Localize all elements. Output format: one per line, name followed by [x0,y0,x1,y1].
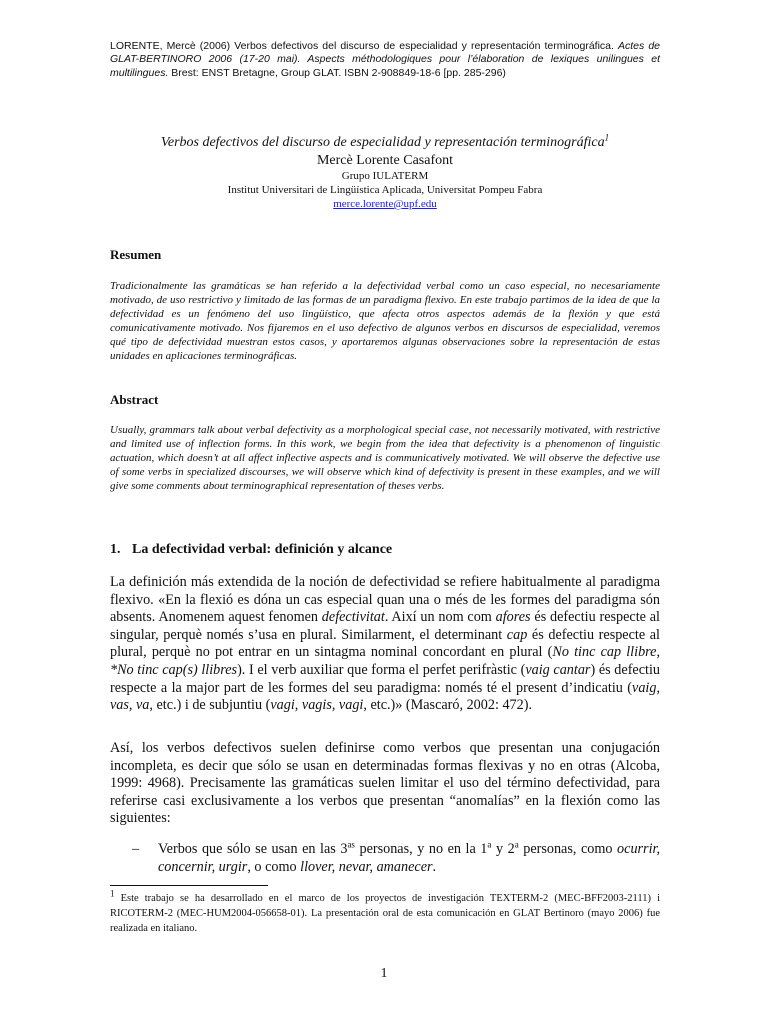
citation-line: LORENTE, Mercè (2006) Verbos defectivos del discurso de especialidad y representación terminográfica. [110,40,614,52]
paper-title: Verbos defectivos del discurso de especialidad y representación terminográfica$^1$ [160,132,610,150]
list-item [132,841,660,876]
abstract-text: Usually, grammars talk about verbal defectivity as a morphological special case, not necessarily motivated, with restrictive and limited use of inflection forms. In this work, we begin from the idea that defectivity is a phenomenon of linguistic actuation, which doesn’t at all affect inflective aspects and is communicatively motivated. We will observe the defective use of some verbs in specialized discourses, we will observe which kind of defectivity is present in these examples, and we will give some comments about terminographical representation of theses verbs. [110,424,660,493]
resumen-text: Tradicionalmente las gramáticas se han referido a la defectividad verbal como un caso especial, no necesariamente motivado, de uso restrictivo y limitado de las formas de un paradigma flexivo. En este trabajo partimos de la idea de que la defectividad es un fenómeno del uso lingüístico, que afecta otros aspectos además de la flexión y que está comunicativamente motivado. Nos fijaremos en el uso defectivo de algunos verbos en discursos de especialidad, veremos qué tipo de defectividad muestran estos casos, y aportaremos algunas observaciones sobre la representación de estas unidades en aplicaciones terminográficas. [110,280,660,363]
title-block [110,134,660,211]
section-number: 1. [110,542,121,557]
research-group: Grupo IULATERM [341,170,429,182]
footnote-divider [110,885,268,886]
citation-publisher: Brest: ENST Bretagne, Group GLAT. ISBN 2-908849-18-6 [pp. 285-296) [168,66,506,79]
institution: Institut Universitari de Lingüística Aplicada, Universitat Pompeu Fabra [227,184,543,196]
list-dash: – [132,841,140,857]
title-footnote-mark[interactable]: 1 [604,132,610,143]
page-number: 1 [380,966,388,981]
section-title: La defectividad verbal: definición y alcance [132,542,393,557]
paragraph-1: La definición más extendida de la noción de defectividad se refiere habitualmente al paradigma flexivo. «En la flexió es dóna un cas especial quan una o més de les formes del paradigma són absents. Anomenem aquest fenomen defectivitat. Així un nom com afores és defectiu respecte al singular, perquè només s’usa en plural. Similarment, el determinant cap és defectiu respecte al plural, perquè no pot entrar en un sintagma nominal concordant en plural (No tinc cap llibre, *No tinc cap(s) llibres). I el verb auxiliar que forma el perfet perifràstic (vaig cantar) és defectiu respecte a la major part de les formes del seu paradigma: només té el present d’indicatiu (vaig, vas, va, etc.) i de subjuntiu (vagi, vagis, vagi, etc.)» (Mascaró, 2002: 472). [110,574,660,714]
footnote-mark: 1 [110,888,115,899]
abstract-heading: Abstract [110,392,159,407]
section-1-heading [110,541,392,558]
paragraph-2: Así, los verbos defectivos suelen definirse como verbos que presentan una conjugación incompleta, es decir que sólo se usan en determinadas formas flexivas y no en otras (Alcoba, 1999: 4968). Precisamente las gramáticas suelen limitar el uso del término defectividad, para referirse casi exclusivamente a los verbos que presentan “anomalías” en la flexión como las siguientes: [110,740,660,827]
author-name: Mercè Lorente Casafont [316,153,454,168]
citation-header [110,40,660,80]
footnote-text: Este trabajo se ha desarrollado en el marco de los proyectos de investigación TEXTERM-2 (MEC-BFF2003-2111) i RICOTERM-2 (MEC-HUM2004-056658-01). La presentación oral de esta comunicación en GLAT Bertinoro (mayo 2006) fue realizada en italiano. [110,893,660,934]
citation-proceedings: Actes de GLAT-BERTINORO 2006 (17-20 mai). Aspects méthodologiques pour l’élaboration de lexiques unilingues et multilingues. [110,40,660,79]
resumen-heading: Resumen [110,247,162,262]
list-item-text: Verbos que sólo se usan en las $3^{as}$ personas, y no en la 1$^a$ y 2$^a$ personas, como ocurrir, concernir, urgir, o como llover, nevar, amanecer. [158,839,661,875]
footnote [110,888,660,936]
author-email-link[interactable]: merce.lorente@upf.edu [333,198,437,210]
